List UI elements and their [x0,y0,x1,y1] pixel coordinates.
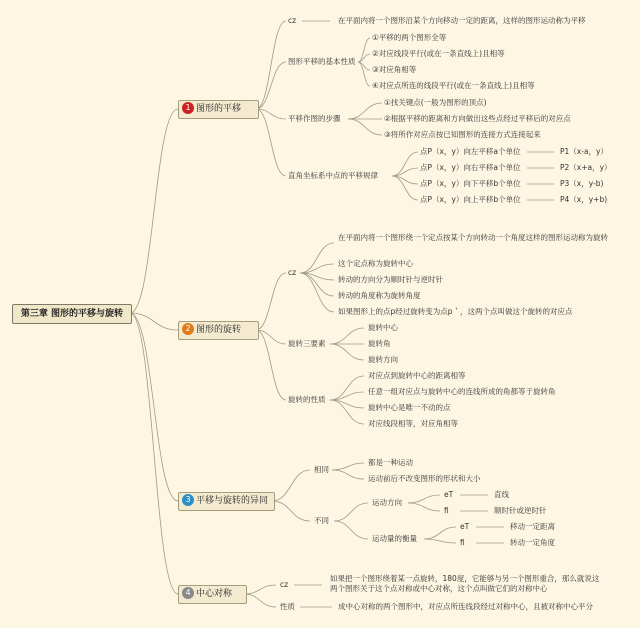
connector [256,21,286,109]
rotation-definition-item[interactable]: 转动的方向分为顺时针与逆时针 [338,275,443,284]
direction-key[interactable]: fi [444,506,449,515]
connector [256,109,286,176]
coordinate-result[interactable]: P4（x，y+b) [560,195,608,204]
connector [408,495,440,503]
connector [348,103,382,119]
connector [408,503,440,511]
coordinate-rule[interactable]: 点P（x，y）向右平移a个单位 [420,163,521,172]
rotation-property[interactable]: 对应线段相等，对应角相等 [368,419,458,428]
branch-central-symmetry[interactable] [178,585,247,604]
connector [424,539,456,543]
connector [330,344,364,360]
connector [130,313,178,330]
rotation-definition-item[interactable]: 如果图形上的点p经过旋转变为点p＇，这两个点叫做这个旋转的对应点 [338,307,573,316]
connector [130,313,178,501]
connector [256,273,286,330]
translation-step[interactable]: ①找关键点(一般为图形的顶点) [384,98,487,107]
symmetry-property-label[interactable]: 性质 [280,602,295,611]
connector [332,463,364,470]
rotation-property[interactable]: 任意一组对应点与旋转中心的连线所成的角都等于旋转角 [368,387,556,396]
coordinate-rule-label[interactable]: 直角坐标系中点的平移规律 [288,171,378,180]
rotation-element[interactable]: 旋转中心 [368,323,398,332]
connector [330,328,364,344]
translation-property[interactable]: ④对应点所连的线段平行(或在一条直线上)且相等 [372,81,535,90]
root-node[interactable]: 第三章 图形的平移与旋转 [12,304,132,324]
connector [256,109,286,119]
symmetry-definition[interactable]: 如果把一个图形绕着某一点旋转，180度，它能够与另一个图形重合，那么就说这两个图形关于这个点对称或中心对称，这个点叫做它们的对称中心 [330,574,600,593]
rotation-definition[interactable]: 在平面内将一个图形绕一个定点按某个方向转动一个角度这样的图形运动称为旋转 [338,233,608,242]
symmetry-property[interactable]: 成中心对称的两个图形中，对应点所连线段经过对称中心，且被对称中心平分 [338,602,593,611]
coordinate-result[interactable]: P1（x-a，y） [560,147,608,156]
connector [272,470,310,501]
branch-rotation-label: 图形的旋转 [196,325,242,335]
connector [334,521,368,539]
rotation-properties-label[interactable]: 旋转的性质 [288,395,326,404]
branch-translation-label: 图形的平移 [196,104,242,114]
rotation-property[interactable]: 旋转中心是唯一不动的点 [368,403,451,412]
coordinate-result[interactable]: P3（x，y-b) [560,179,604,188]
rotation-property[interactable]: 对应点到旋转中心的距离相等 [368,371,466,380]
number-badge-1: 1 [182,102,194,114]
connector [334,503,368,521]
connector [256,62,286,109]
connector [244,594,276,607]
translation-steps-label[interactable]: 平移作图的步骤 [288,114,341,123]
rotation-element[interactable]: 旋转角 [368,339,391,348]
branch-translation[interactable] [178,100,259,119]
translation-property[interactable]: ③对应角相等 [372,65,417,74]
coordinate-rule[interactable]: 点P（x，y）向下平移b个单位 [420,179,521,188]
connector [300,273,334,312]
same-item[interactable]: 运动前后不改变图形的形状和大小 [368,474,481,483]
connector [332,470,364,479]
translation-definition[interactable]: 在平面内将一个图形沿某个方向移动一定的距离，这样的图形运动称为平移 [338,16,586,25]
branch-comparison[interactable] [178,492,275,511]
direction-value[interactable]: 直线 [494,490,509,499]
rotation-element[interactable]: 旋转方向 [368,355,398,364]
connector [244,585,276,594]
direction-label[interactable]: 运动方向 [372,498,402,507]
rotation-definition-item[interactable]: 这个定点称为旋转中心 [338,259,413,268]
translation-property[interactable]: ①平移的两个图形全等 [372,33,447,42]
direction-key[interactable]: eT [444,490,454,499]
translation-step[interactable]: ③将所作对应点按已知图形的连接方式连接起来 [384,130,541,139]
measure-key[interactable]: fi [460,538,465,547]
measure-value[interactable]: 转动一定角度 [510,538,555,547]
symmetry-definition-label[interactable]: cz [280,580,289,589]
difference-label[interactable]: 不同 [314,516,329,525]
translation-property[interactable]: ②对应线段平行(或在一条直线上)且相等 [372,49,505,58]
number-badge-4: 4 [182,587,194,599]
translation-step[interactable]: ②根据平移的距离和方向做出这些点经过平移后的对应点 [384,114,571,123]
direction-value[interactable]: 顺时针或逆时针 [494,506,547,515]
connector [272,501,310,521]
same-label[interactable]: 相同 [314,465,329,474]
connector [130,109,178,313]
measure-label[interactable]: 运动量的衡量 [372,534,417,543]
connector [256,330,286,400]
translation-properties-label[interactable]: 图形平移的基本性质 [288,57,356,66]
branch-central-symmetry-label: 中心对称 [196,589,233,599]
branch-comparison-label: 平移与旋转的异同 [196,496,269,506]
same-item[interactable]: 都是一种运动 [368,458,413,467]
translation-definition-label[interactable]: cz [288,16,297,25]
coordinate-rule[interactable]: 点P（x，y）向左平移a个单位 [420,147,521,156]
number-badge-2: 2 [182,323,194,335]
connector [424,527,456,539]
rotation-definition-label[interactable]: cz [288,268,297,277]
measure-value[interactable]: 移动一定距离 [510,522,555,531]
number-badge-3: 3 [182,494,194,506]
rotation-definition-item[interactable]: 转动的角度称为旋转角度 [338,291,421,300]
coordinate-rule[interactable]: 点P（x，y）向上平移b个单位 [420,195,521,204]
rotation-elements-label[interactable]: 旋转三要素 [288,339,326,348]
connector [130,313,178,594]
connector [348,119,382,135]
measure-key[interactable]: eT [460,522,470,531]
branch-rotation[interactable] [178,321,259,340]
coordinate-result[interactable]: P2（x+a，y） [560,163,612,172]
